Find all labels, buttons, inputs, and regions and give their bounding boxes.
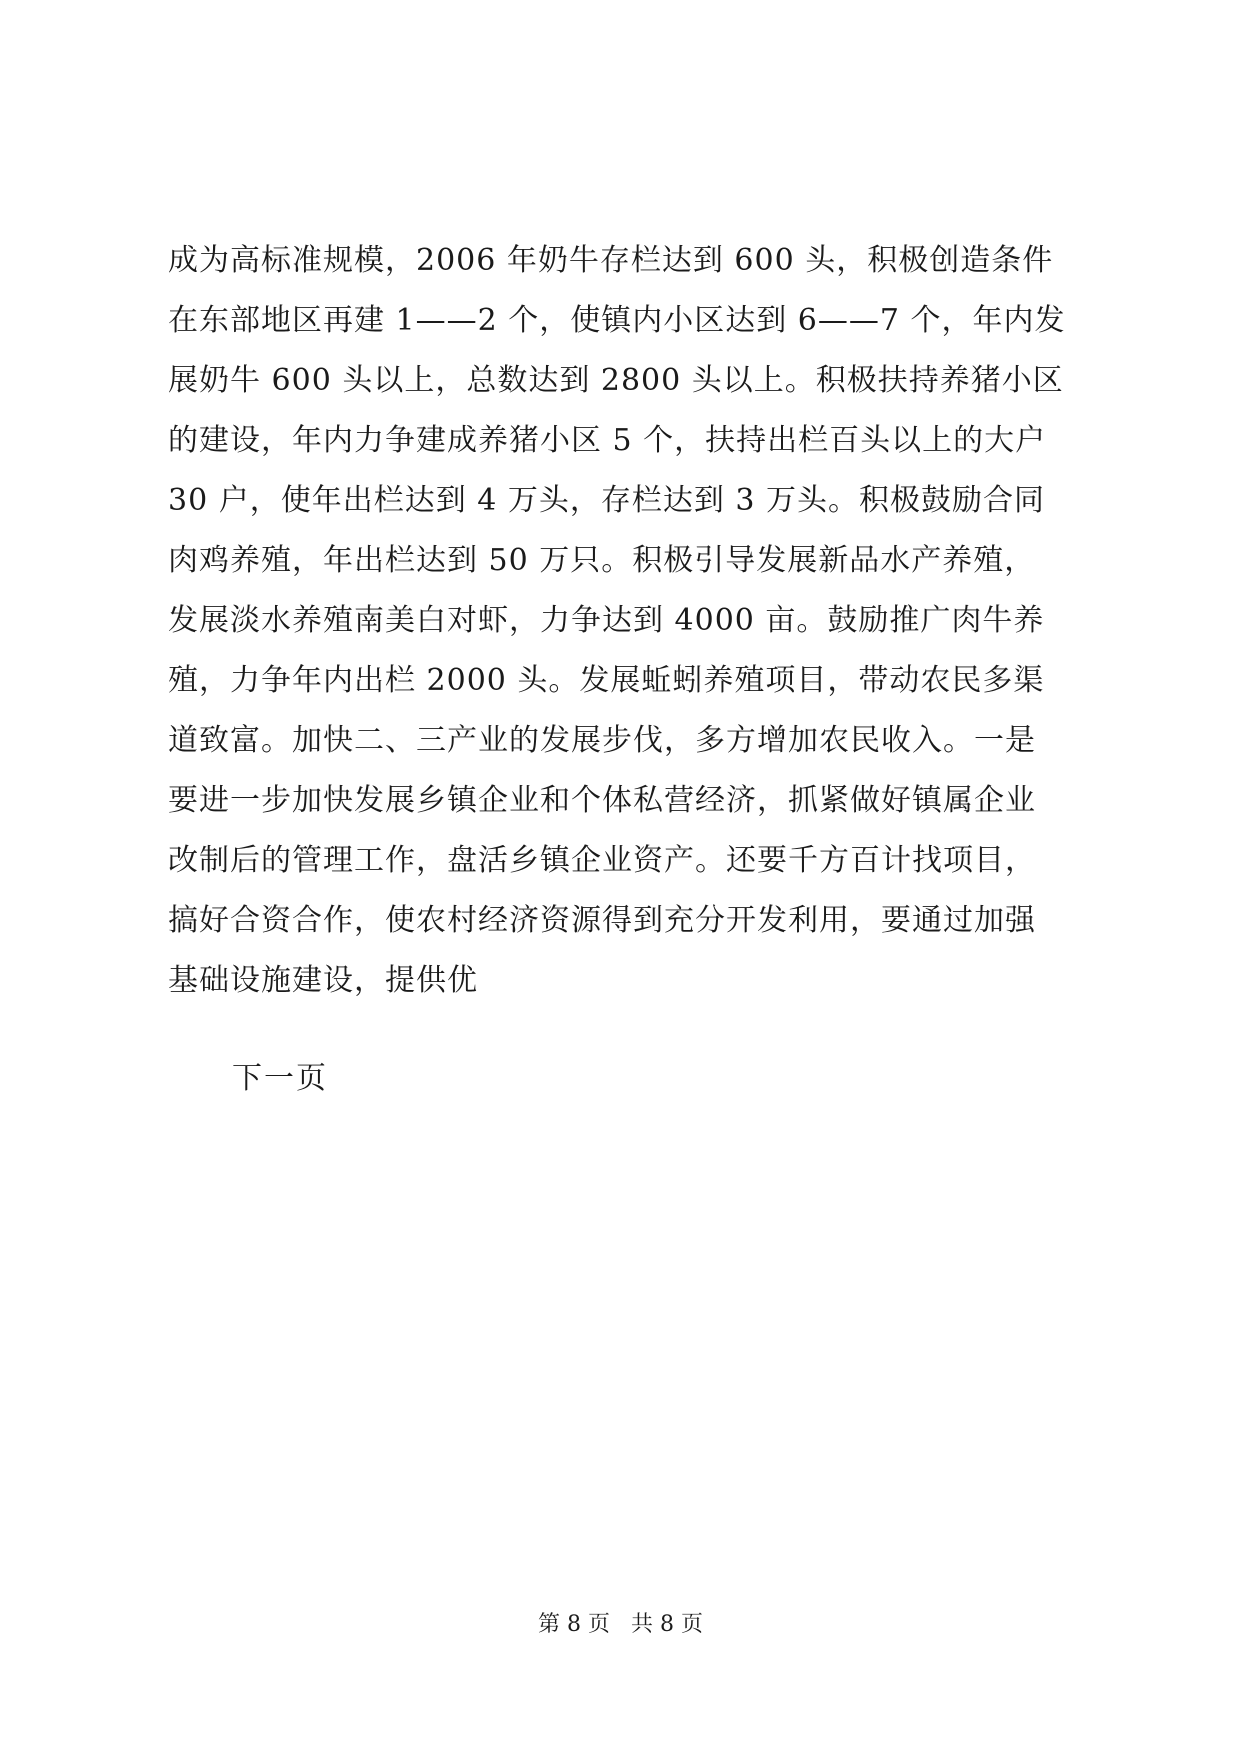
paragraph-line: 改制后的管理工作，盘活乡镇企业资产。还要千方百计找项目， [168,843,1036,878]
paragraph-line: 要进一步加快发展乡镇企业和个体私营经济，抓紧做好镇属企业 [168,783,1036,818]
paragraph-line: 搞好合资合作，使农村经济资源得到充分开发利用，要通过加强 [168,903,1036,938]
page-number-total: 共 8 页 [631,1612,703,1637]
paragraph-line: 30 户，使年出栏达到 4 万头，存栏达到 3 万头。积极鼓励合同 [168,483,1046,518]
next-page-link[interactable]: 下一页 [232,1061,328,1096]
paragraph-line: 发展淡水养殖南美白对虾，力争达到 4000 亩。鼓励推广肉牛养 [168,603,1045,638]
paragraph-line: 肉鸡养殖，年出栏达到 50 万只。积极引导发展新品水产养殖， [168,543,1036,578]
page-footer [0,1610,1241,1640]
paragraph-line: 展奶牛 600 头以上，总数达到 2800 头以上。积极扶持养猪小区 [168,363,1064,398]
paragraph-line: 成为高标准规模，2006 年奶牛存栏达到 600 头，积极创造条件 [168,243,1054,278]
paragraph-line: 的建设，年内力争建成养猪小区 5 个，扶持出栏百头以上的大户 [168,423,1047,458]
paragraph-line: 在东部地区再建 1——2 个，使镇内小区达到 6——7 个，年内发 [168,303,1066,338]
page-number-current: 第 8 页 [538,1612,610,1637]
body-paragraph [168,231,1098,1011]
paragraph-line: 基础设施建设，提供优 [168,963,478,998]
paragraph-line: 殖，力争年内出栏 2000 头。发展蚯蚓养殖项目，带动农民多渠 [168,663,1045,698]
paragraph-line: 道致富。加快二、三产业的发展步伐，多方增加农民收入。一是 [168,723,1036,758]
